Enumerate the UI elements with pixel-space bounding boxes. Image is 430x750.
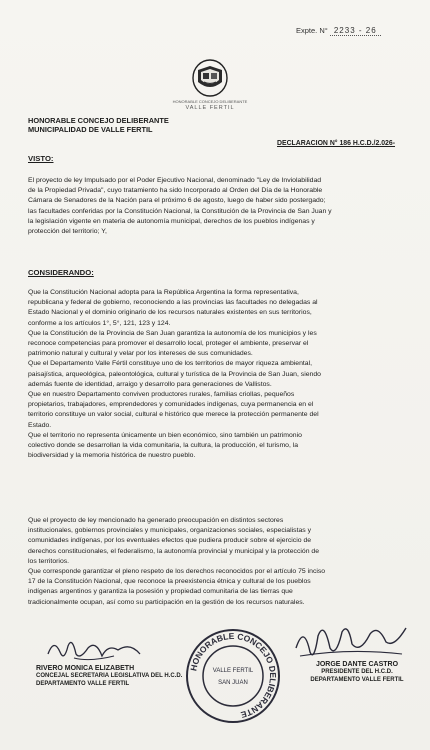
crest-caption <box>158 100 262 111</box>
org-line-1: HONORABLE CONCEJO DELIBERANTE <box>28 116 169 125</box>
considerando-block-2: Que el proyecto de ley mencionado ha generado preocupación en distintos sectores institucionales, gobiernos provinciales y municipales, organizaciones sociales, especialistas y comunidades indígenas, por los eventuales efectos que pudiera producir sobre el ejercicio de derechos constitucionales, el federalismo, la autonomía provincial y municipal y la protección de los territorios. Que corresponde garantizar el pleno respeto de los derechos reconocidos por el artículo 75 inciso 17 de la Constitución Nacional, que reconoce la preexistencia étnica y cultural de los pueblos indígenas argentinos y garantiza la posesión y propiedad comunitaria de las tierras que tradicionalmente ocupan, así como su participación en la gestión de los recursos naturales. <box>28 517 326 606</box>
issuing-body <box>28 116 169 135</box>
seal-town: VALLE FERTIL <box>212 668 254 674</box>
visto-text: El proyecto de ley Impulsado por el Poder Ejecutivo Nacional, denominado "Ley de Inviolabilidad de la Propiedad Privada", cuyo tratamiento ha sido Incorporado al Orden del Día de la Honorable Cámara de Senadores de la Nación para el próximo 6 de agosto, luego de haber sido postergado; las facultades conferidas por la Constitución Nacional, la Constitución de la Provincia de San Juan y la legislación vigente en materia de autonomía municipal, derechos de los pueblos indígenas y protección del territorio; Y, <box>28 177 332 236</box>
right-signer-name: JORGE DANTE CASTRO <box>315 661 399 668</box>
left-signer-name: RIVERO MONICA ELIZABETH <box>36 665 135 672</box>
crest-caption-line: HONORABLE CONCEJO DELIBERANTE <box>172 99 248 104</box>
left-signer-role: CONCEJAL SECRETARIA LEGISLATIVA DEL H.C.D. <box>36 673 183 680</box>
seal-center-text: SAN JUAN <box>218 680 248 686</box>
considerando-heading: CONSIDERANDO: <box>28 268 94 277</box>
expediente-label: Expte. N° <box>296 26 328 35</box>
visto-heading: VISTO: <box>28 154 54 163</box>
official-seal-icon <box>183 626 283 726</box>
left-signer-dept: DEPARTAMENTO VALLE FERTIL <box>36 680 130 687</box>
right-signer-dept: DEPARTAMENTO VALLE FERTIL <box>310 676 404 683</box>
right-signature-scribble <box>290 618 410 664</box>
left-signature-block <box>36 664 182 689</box>
expediente-number <box>296 26 381 35</box>
declaration-number: DECLARACION N° 186 H.C.D./2.026- <box>277 140 396 147</box>
crest-town: VALLE FERTIL <box>185 104 235 111</box>
right-signer-role: PRESIDENTE DEL H.C.D. <box>321 669 393 676</box>
seal-ring-text: HONORABLE CONCEJO DELIBERANTE <box>188 630 279 721</box>
expediente-value: 2233 - 26 <box>330 26 381 36</box>
municipal-crest-icon <box>190 58 230 98</box>
left-signature-scribble <box>44 632 144 666</box>
right-signature-block <box>302 660 412 685</box>
considerando-block-1: Que la Constitución Nacional adopta para la República Argentina la forma representativa, republicana y federal de gobierno, reconociendo a las provincias las facultades no delegadas al Estado Nacional y el dominio originario de los recursos naturales existentes en sus territorios, conforme a los artículos 1°, 5°, 121, 123 y 124. Que la Constitución de la Provincia de San Juan garantiza la autonomía de los municipios y les reconoce competencias para promover el desarrollo local, proteger el ambiente, preservar el patrimonio natural y cultural y velar por los intereses de sus comunidades. Que el Departamento Valle Fértil constituye uno de los territorios de mayor riqueza ambiental, paisajística, arqueológica, paleontológica, cultural y turística de la Provincia de San Juan, siendo además fuente de identidad, arraigo y desarrollo para generaciones de Vallistos. Que en nuestro Departamento conviven productores rurales, familias criollas, pequeños propietarios, trabajadores, emprendedores y comunidades indígenas, cuya permanencia en el territorio constituye un valor social, cultural e histórico que merece la protección permanente del Estado. Que el territorio no representa únicamente un bien económico, sino también un patrimonio colectivo donde se desarrollan la vida comunitaria, la cultura, la producción, el turismo, la biodiversidad y la memoria histórica de nuestro pueblo. <box>28 289 321 460</box>
org-line-2: MUNICIPALIDAD DE VALLE FERTIL <box>28 125 153 135</box>
